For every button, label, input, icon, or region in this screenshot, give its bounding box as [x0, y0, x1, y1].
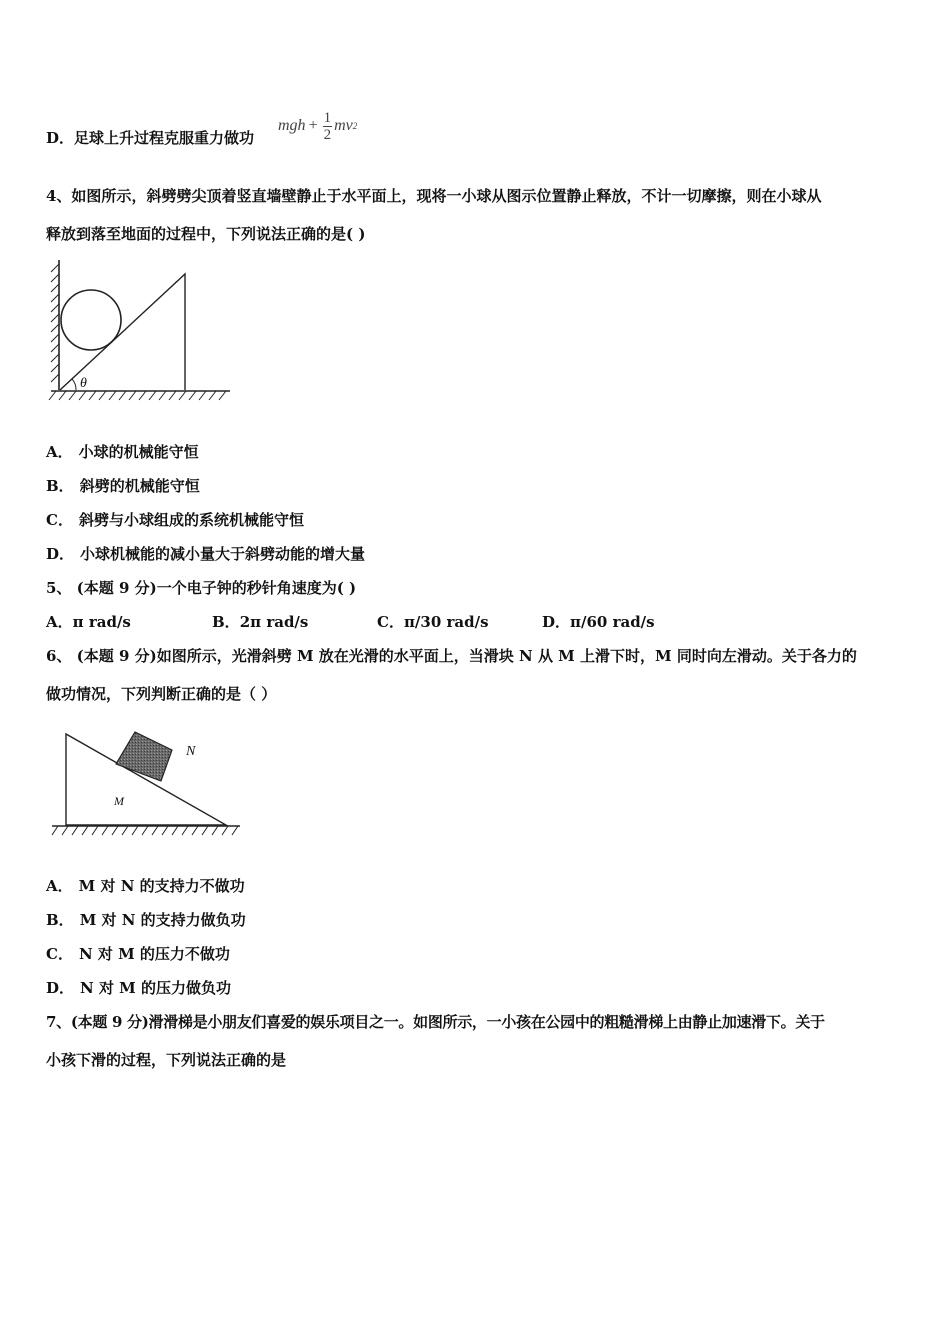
q5-option-c-letter: C． — [377, 613, 404, 631]
q6-option-d-letter: D． — [46, 979, 75, 997]
formula-denominator: 2 — [323, 126, 332, 143]
q5-option-d-letter: D． — [542, 613, 571, 631]
q4-figure — [46, 256, 236, 406]
label-m: M — [114, 794, 124, 808]
q6-option-b — [46, 910, 246, 930]
q5-option-c-text: π/30 rad/s — [403, 613, 489, 631]
q5-option-b-text: 2π rad/s — [239, 613, 309, 631]
q5-option-d — [542, 612, 655, 632]
formula-fraction — [323, 110, 333, 143]
q6-option-a-text: M 对 N 的支持力不做功 — [78, 877, 245, 895]
q7-stem-line1: 7、(本题 9 分)滑滑梯是小朋友们喜爱的娱乐项目之一。如图所示，一小孩在公园中的粗糙滑梯上由静止加速滑下。关于 — [46, 1013, 825, 1031]
q3-option-d-formula — [278, 104, 357, 148]
q6-option-c-letter: C． — [46, 945, 73, 963]
q6-ground-hatching — [52, 826, 238, 835]
q5-option-d-text: π/60 rad/s — [570, 613, 655, 631]
formula-plus: + — [308, 117, 318, 134]
angle-arc — [72, 379, 76, 390]
q5-option-b-letter: B． — [212, 613, 240, 631]
q6-stem-line2: 做功情况，下列判断正确的是（ ） — [46, 685, 277, 703]
q3-option-d — [46, 128, 254, 148]
q5-option-b — [212, 612, 308, 632]
q4-option-c — [46, 510, 304, 530]
q4-option-d-letter: D． — [46, 545, 75, 563]
q4-option-c-text: 斜劈与小球组成的系统机械能守恒 — [78, 511, 304, 529]
q4-stem-line1: 4、如图所示，斜劈劈尖顶着竖直墙壁静止于水平面上，现将一小球从图示位置静止释放，不计一切摩擦，则在小球从 — [46, 187, 822, 205]
q6-option-d-text: N 对 M 的压力做负功 — [80, 979, 231, 997]
q5-stem: 5、 (本题 9 分)一个电子钟的秒针角速度为( ) — [46, 579, 357, 597]
q4-option-b-letter: B． — [46, 477, 74, 495]
q6-option-b-text: M 对 N 的支持力做负功 — [79, 911, 246, 929]
q4-option-b-text: 斜劈的机械能守恒 — [79, 477, 200, 495]
label-n: N — [186, 744, 196, 759]
ball — [61, 290, 121, 350]
formula-mgh: mgh — [278, 117, 306, 134]
q6-figure — [46, 726, 246, 842]
q6-option-d — [46, 978, 231, 998]
q6-option-c-text: N 对 M 的压力不做功 — [78, 945, 230, 963]
q5-option-a-letter: A． — [46, 613, 73, 631]
q6-option-c — [46, 944, 230, 964]
q3-option-d-letter: D． — [46, 129, 75, 147]
block-n — [116, 732, 172, 781]
q4-option-d — [46, 544, 365, 564]
q6-option-a — [46, 876, 245, 896]
theta-label: θ — [80, 376, 87, 391]
q3-option-d-text: 足球上升过程克服重力做功 — [74, 129, 255, 147]
q4-option-d-text: 小球机械能的减小量大于斜劈动能的增大量 — [80, 545, 366, 563]
formula-numerator: 1 — [323, 109, 332, 126]
formula-mv: mv — [334, 117, 353, 134]
q4-stem-line2: 释放到落至地面的过程中，下列说法正确的是( ) — [46, 225, 366, 243]
q6-option-a-letter: A． — [46, 877, 73, 895]
q5-option-a-text: π rad/s — [72, 613, 131, 631]
q4-option-a — [46, 442, 199, 462]
q4-option-b — [46, 476, 200, 496]
formula-exponent: 2 — [352, 121, 358, 131]
q5-option-a — [46, 612, 131, 632]
q4-option-a-text: 小球的机械能守恒 — [78, 443, 199, 461]
q4-option-c-letter: C． — [46, 511, 73, 529]
q5-option-c — [377, 612, 489, 632]
q7-stem-line2: 小孩下滑的过程，下列说法正确的是 — [46, 1051, 287, 1069]
q6-stem-line1: 6、 (本题 9 分)如图所示，光滑斜劈 M 放在光滑的水平面上，当滑块 N 从 M 上滑下时，M 同时向左滑动。关于各力的 — [46, 647, 857, 665]
q6-option-b-letter: B． — [46, 911, 74, 929]
q4-option-a-letter: A． — [46, 443, 73, 461]
ground-hatching — [49, 391, 226, 400]
wedge — [60, 274, 185, 390]
wall-hatching — [51, 264, 59, 382]
